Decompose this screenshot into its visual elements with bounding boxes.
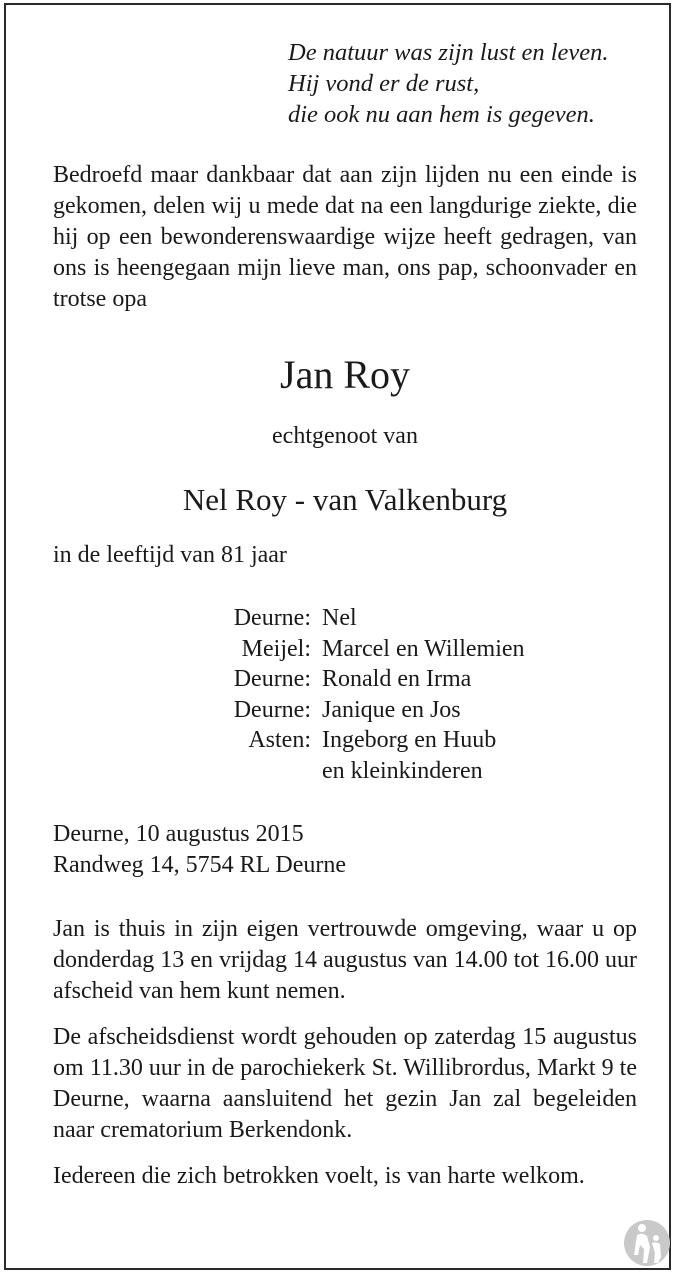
poem-line-2: Hij vond er de rust, (288, 70, 480, 97)
age-line: in de leeftijd van 81 jaar (53, 542, 287, 568)
relative-place: Meijel: (241, 635, 311, 662)
relative-names: Ronald en Irma (322, 666, 472, 692)
spouse-name: Nel Roy - van Valkenburg (182, 482, 508, 517)
poem-line-1: De natuur was zijn lust en leven. (288, 39, 609, 66)
obituary-content (53, 35, 637, 1192)
relative-place: Deurne: (233, 605, 311, 631)
relative-place (53, 756, 311, 787)
obituary-frame (4, 3, 671, 1270)
relative-names: Ingeborg en Huub (322, 727, 497, 753)
poem (288, 37, 637, 130)
relatives-list (53, 603, 637, 786)
relative-names: Marcel en Willemien (322, 635, 525, 662)
relative-row (53, 603, 637, 634)
relative-row (53, 695, 637, 726)
viewing-paragraph: Jan is thuis in zijn eigen vertrouwde omgeving, waar u op donderdag 13 en vrijdag 14 augustus van 14.00 tot 16.00 uur afscheid van hem kunt nemen. (53, 916, 637, 1004)
relative-row (53, 756, 637, 787)
date-line: Deurne, 10 augustus 2015 (53, 821, 304, 847)
spouse-label: echtgenoot van (272, 423, 418, 449)
service-paragraph: De afscheidsdienst wordt gehouden op zaterdag 15 augustus om 11.30 uur in de parochiekerk St. Willibrordus, Markt 9 te Deurne, waarna aansluitend het gezin Jan zal begeleiden naar crematorium Berkendonk. (53, 1024, 637, 1143)
deceased-name: Jan Roy (280, 352, 410, 397)
address-line: Randweg 14, 5754 RL Deurne (53, 852, 347, 878)
intro-paragraph: Bedroefd maar dankbaar dat aan zijn lijden nu een einde is gekomen, delen wij u mede dat na een langdurige ziekte, die hij op een bewonderenswaardige wijze heeft gedragen, van ons is heengegaan mijn lieve man, ons pap, schoonvader en trotse opa (53, 162, 637, 312)
welcome-paragraph: Iedereen die zich betrokken voelt, is van harte welkom. (53, 1163, 585, 1189)
poem-line-3: die ook nu aan hem is gegeven. (288, 101, 595, 128)
publisher-logo-icon (623, 1217, 671, 1269)
relative-row (53, 725, 637, 756)
relative-row (53, 634, 637, 665)
relative-place: Deurne: (233, 696, 311, 723)
relative-names: en kleinkinderen (322, 757, 483, 784)
relative-names: Nel (322, 605, 357, 631)
relative-names: Janique en Jos (322, 696, 461, 723)
date-address-block (53, 819, 637, 881)
relative-place: Deurne: (233, 666, 311, 692)
relative-place: Asten: (248, 727, 311, 753)
relative-row (53, 664, 637, 695)
